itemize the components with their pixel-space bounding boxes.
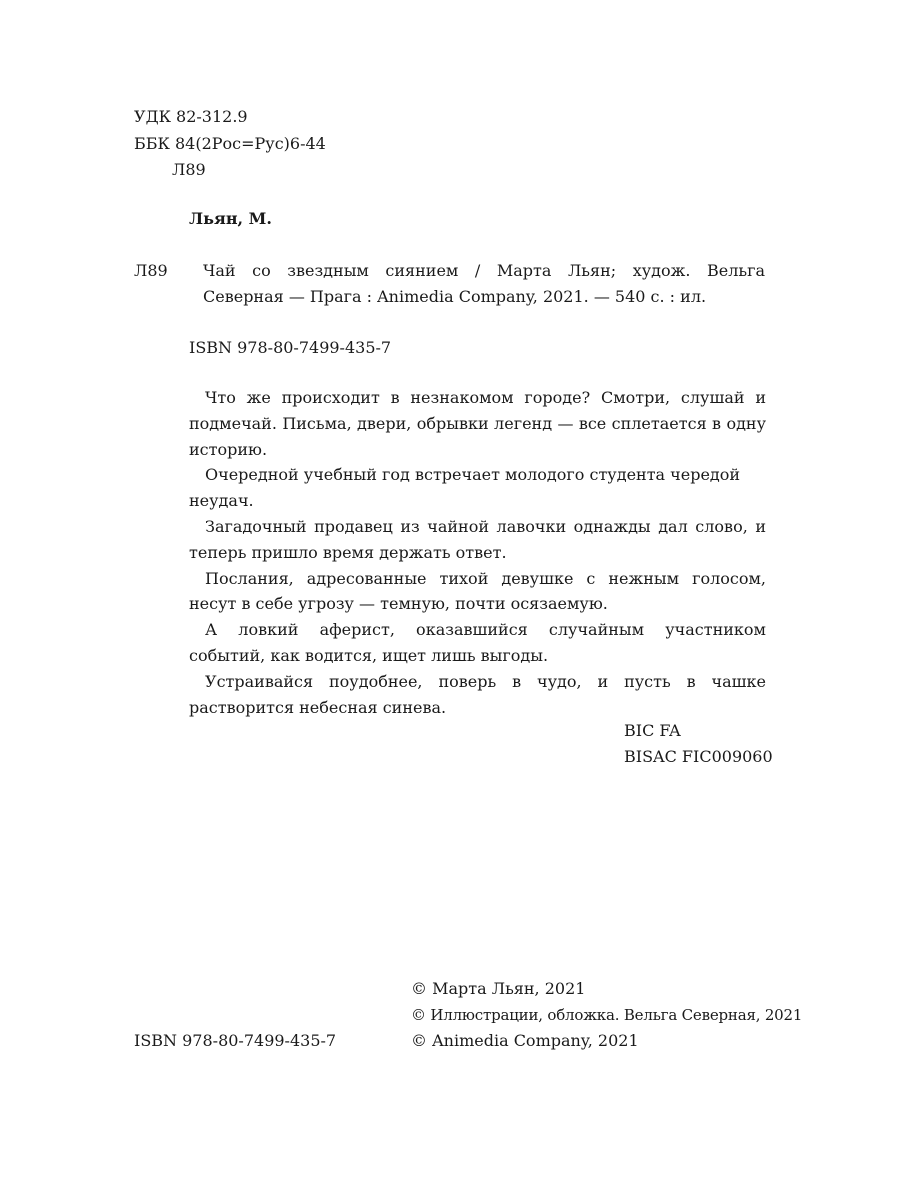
copyright-publisher: © Animedia Company, 2021 [411,1031,639,1050]
annotation [189,385,766,720]
bbk-code: ББК 84(2Рос=Рус)6-44 [134,134,326,153]
bic-code: BIC FA [624,721,681,740]
annotation-paragraph: Устраивайся поудобнее, поверь в чудо, и пусть в чашке растворится небесная синева. [189,671,766,717]
annotation-paragraph: Загадочный продавец из чайной лавочки однажды дал слово, и теперь пришло время держать ответ. [189,516,766,562]
annotation-paragraph: Послания, адресованные тихой девушке с нежным голосом, несут в себе угрозу — темную, почти осязаемую. [189,568,766,614]
author-mark-top: Л89 [172,160,206,179]
bisac-code: BISAC FIC009060 [624,747,773,766]
copyright-author: © Марта Льян, 2021 [411,979,586,998]
annotation-paragraph: Что же происходит в незнакомом городе? Смотри, слушай и подмечай. Письма, двери, обрывки легенд — все сплетается в одну историю. [189,388,766,459]
entry-line-2: Северная — Прага : Animedia Company, 2021. — 540 с. : ил. [203,287,707,306]
author-heading: Льян, М. [189,209,272,228]
isbn-footer: ISBN 978-80-7499-435-7 [134,1031,337,1050]
udk-code: УДК 82-312.9 [134,107,248,126]
entry-line-1: Чай со звездным сиянием / Марта Льян; худож. Вельга [203,261,765,280]
isbn-main: ISBN 978-80-7499-435-7 [189,338,392,357]
copyright-illustrations: © Иллюстрации, обложка. Вельга Северная, 2021 [411,1006,803,1024]
author-mark-entry: Л89 [134,261,168,280]
annotation-paragraph: А ловкий аферист, оказавшийся случайным участником событий, как водится, ищет лишь выгоды. [189,620,766,665]
annotation-paragraph: Очередной учебный год встречает молодого студента чередой неудач. [189,465,741,511]
